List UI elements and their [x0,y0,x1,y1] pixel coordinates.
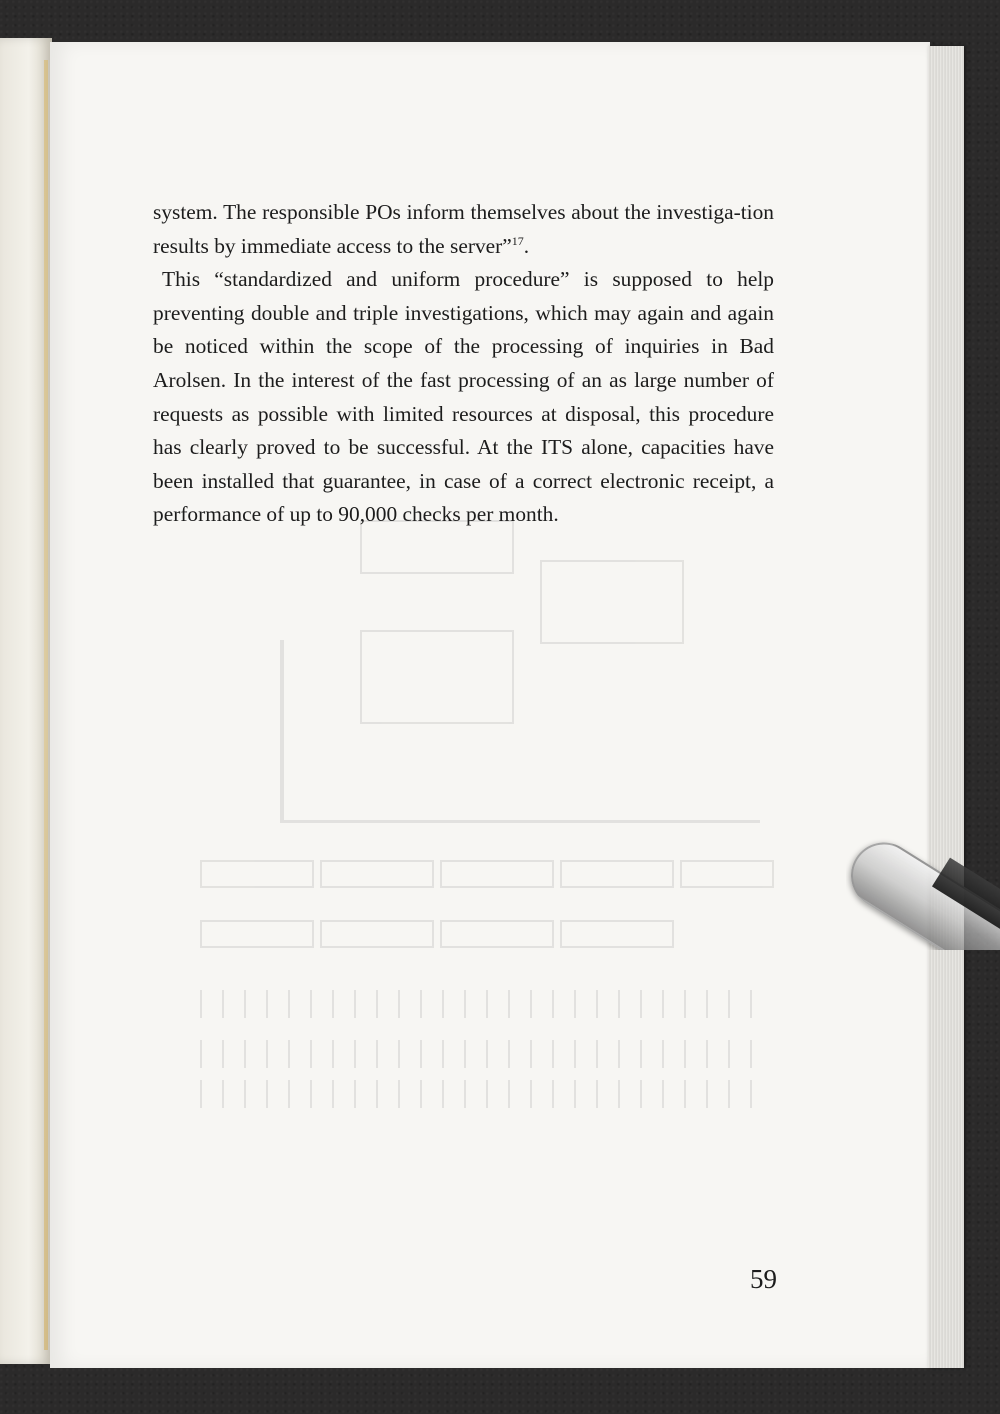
paragraph-text-end: . [523,233,530,258]
reverse-side-show-through [180,500,780,1140]
footnote-reference: 17 [511,233,524,248]
paragraph [153,196,774,263]
page-number: 59 [750,1264,777,1294]
paragraph: This “standardized and uniform procedure” is supposed to help preventing double and triple investigations, which may again and again be noticed within the scope of the processing of inquiries in Bad Arolsen. In the interest of the fast processing of an as large number of requests as possible with limited resources at disposal, this procedure has clearly proved to be successful. At the ITS alone, capacities have been installed that guarantee, in case of a correct electronic receipt, a performance of up to 90,000 checks per month. [153,267,774,527]
page-gilt-edge [44,60,48,1350]
page-clip [846,800,1000,950]
page-stack-edge [928,46,964,1368]
paragraph-text: system. The responsible POs inform themselves about the investiga-tion results by immediate access to the server” [153,200,774,258]
body-text [153,196,774,532]
